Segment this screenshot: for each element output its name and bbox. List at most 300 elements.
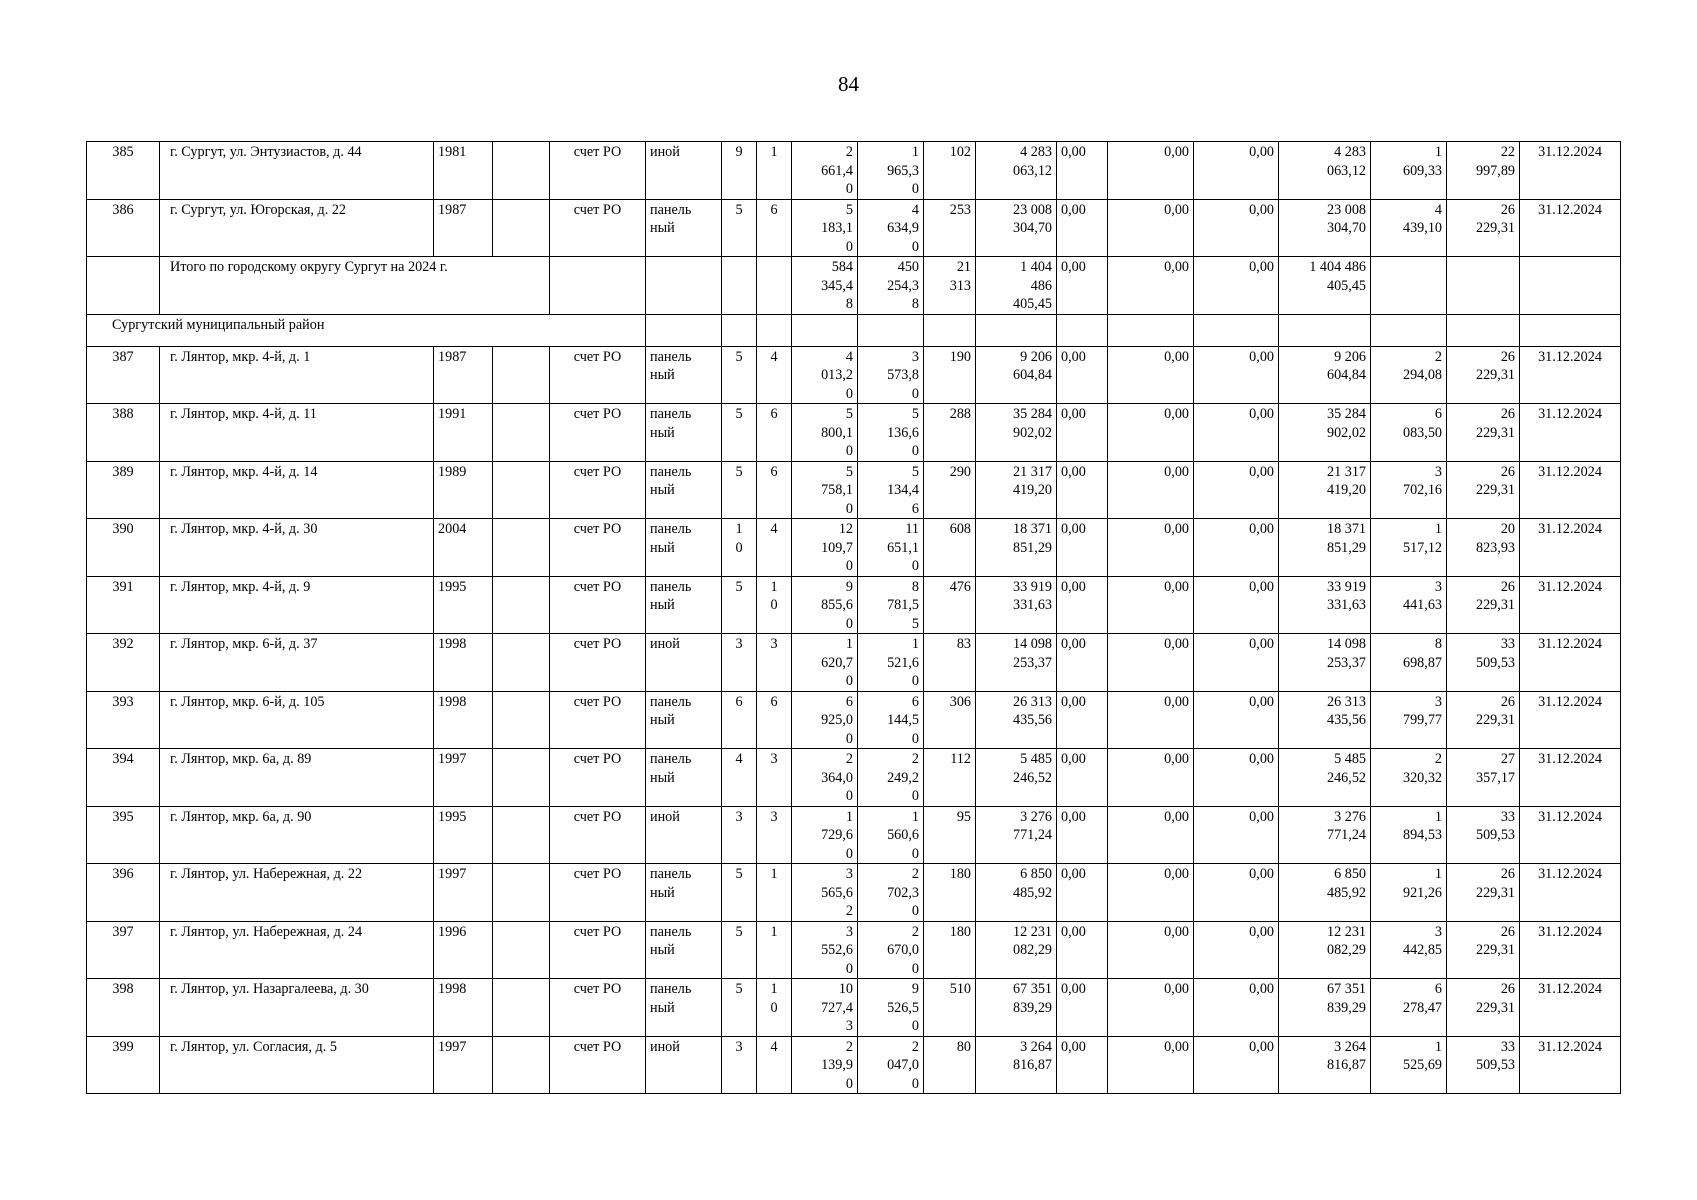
cost-per-sqm: 1 609,33 <box>1371 142 1447 200</box>
planned-date: 31.12.2024 <box>1520 979 1621 1037</box>
build-year: 1987 <box>434 346 493 404</box>
cost-per-sqm: 4 439,10 <box>1371 199 1447 257</box>
table-row <box>87 461 1621 519</box>
planned-date: 31.12.2024 <box>1520 199 1621 257</box>
cost-total: 5 485 246,52 <box>976 749 1057 807</box>
total-c2: 0,00 <box>1108 257 1194 315</box>
fund-method: счет РО <box>550 519 646 577</box>
build-year: 1995 <box>434 576 493 634</box>
cost-municipal: 0,00 <box>1194 1036 1279 1094</box>
row-number: 399 <box>87 1036 160 1094</box>
cost-per-sqm: 1 517,12 <box>1371 519 1447 577</box>
fund-method: счет РО <box>550 749 646 807</box>
entrances: 6 <box>757 404 792 462</box>
table-row <box>87 921 1621 979</box>
row-number: 393 <box>87 691 160 749</box>
area-total: 5 183,1 0 <box>792 199 858 257</box>
cost-regional: 0,00 <box>1108 461 1194 519</box>
fund-method: счет РО <box>550 979 646 1037</box>
total-area-total: 584 345,4 8 <box>792 257 858 315</box>
cost-regional: 0,00 <box>1108 749 1194 807</box>
address: г. Лянтор, ул. Согласия, д. 5 <box>160 1036 434 1094</box>
fund-method: счет РО <box>550 404 646 462</box>
floors: 5 <box>722 346 757 404</box>
build-year: 1989 <box>434 461 493 519</box>
area-living: 2 047,0 0 <box>858 1036 924 1094</box>
fund-method: счет РО <box>550 199 646 257</box>
entrances: 1 0 <box>757 979 792 1037</box>
table-row <box>87 864 1621 922</box>
total-cost-owners: 1 404 486 405,45 <box>1279 257 1371 315</box>
district-row <box>87 314 1621 346</box>
row-number: 394 <box>87 749 160 807</box>
table-row <box>87 691 1621 749</box>
cost-owners: 21 317 419,20 <box>1279 461 1371 519</box>
wall-material: панель ный <box>646 576 722 634</box>
fund-method: счет РО <box>550 576 646 634</box>
row-number: 387 <box>87 346 160 404</box>
cost-regional: 0,00 <box>1108 199 1194 257</box>
blank-col <box>493 806 550 864</box>
area-living: 6 144,5 0 <box>858 691 924 749</box>
address: г. Лянтор, мкр. 4-й, д. 1 <box>160 346 434 404</box>
address: г. Лянтор, мкр. 6-й, д. 105 <box>160 691 434 749</box>
wall-material: панель ный <box>646 979 722 1037</box>
address: г. Лянтор, ул. Назаргалеева, д. 30 <box>160 979 434 1037</box>
planned-date: 31.12.2024 <box>1520 1036 1621 1094</box>
area-living: 5 136,6 0 <box>858 404 924 462</box>
cost-federal: 0,00 <box>1057 691 1108 749</box>
planned-date: 31.12.2024 <box>1520 142 1621 200</box>
area-total: 6 925,0 0 <box>792 691 858 749</box>
entrances: 6 <box>757 199 792 257</box>
cost-municipal: 0,00 <box>1194 634 1279 692</box>
cost-regional: 0,00 <box>1108 346 1194 404</box>
address: г. Лянтор, мкр. 4-й, д. 14 <box>160 461 434 519</box>
wall-material: панель ный <box>646 519 722 577</box>
total-cost: 1 404 486 405,45 <box>976 257 1057 315</box>
area-total: 10 727,4 3 <box>792 979 858 1037</box>
cost-limit: 26 229,31 <box>1447 404 1520 462</box>
blank-col <box>493 634 550 692</box>
floors: 4 <box>722 749 757 807</box>
residents: 510 <box>924 979 976 1037</box>
cost-owners: 6 850 485,92 <box>1279 864 1371 922</box>
address: г. Лянтор, ул. Набережная, д. 22 <box>160 864 434 922</box>
planned-date: 31.12.2024 <box>1520 806 1621 864</box>
cost-limit: 26 229,31 <box>1447 576 1520 634</box>
blank-col <box>493 864 550 922</box>
cost-limit: 26 229,31 <box>1447 979 1520 1037</box>
build-year: 1981 <box>434 142 493 200</box>
planned-date: 31.12.2024 <box>1520 461 1621 519</box>
blank-col <box>493 979 550 1037</box>
area-total: 3 565,6 2 <box>792 864 858 922</box>
cost-total: 35 284 902,02 <box>976 404 1057 462</box>
row-number: 391 <box>87 576 160 634</box>
fund-method: счет РО <box>550 461 646 519</box>
blank-col <box>493 691 550 749</box>
area-total: 12 109,7 0 <box>792 519 858 577</box>
residents: 290 <box>924 461 976 519</box>
cost-owners: 33 919 331,63 <box>1279 576 1371 634</box>
cost-total: 26 313 435,56 <box>976 691 1057 749</box>
entrances: 4 <box>757 346 792 404</box>
cost-owners: 14 098 253,37 <box>1279 634 1371 692</box>
wall-material: панель ный <box>646 461 722 519</box>
floors: 9 <box>722 142 757 200</box>
total-label: Итого по городскому округу Сургут на 2024 г. <box>160 257 550 315</box>
build-year: 1997 <box>434 1036 493 1094</box>
cost-owners: 26 313 435,56 <box>1279 691 1371 749</box>
residents: 608 <box>924 519 976 577</box>
row-number: 390 <box>87 519 160 577</box>
cost-total: 23 008 304,70 <box>976 199 1057 257</box>
cost-limit: 26 229,31 <box>1447 921 1520 979</box>
blank-col <box>493 519 550 577</box>
table-row <box>87 346 1621 404</box>
row-number: 395 <box>87 806 160 864</box>
cost-limit: 26 229,31 <box>1447 864 1520 922</box>
row-number: 389 <box>87 461 160 519</box>
fund-method: счет РО <box>550 806 646 864</box>
blank-col <box>493 749 550 807</box>
cost-total: 12 231 082,29 <box>976 921 1057 979</box>
residents: 253 <box>924 199 976 257</box>
address: г. Лянтор, мкр. 6а, д. 90 <box>160 806 434 864</box>
entrances: 3 <box>757 634 792 692</box>
entrances: 1 <box>757 921 792 979</box>
area-living: 1 521,6 0 <box>858 634 924 692</box>
area-living: 5 134,4 6 <box>858 461 924 519</box>
entrances: 3 <box>757 806 792 864</box>
floors: 3 <box>722 634 757 692</box>
address: г. Лянтор, мкр. 4-й, д. 9 <box>160 576 434 634</box>
floors: 5 <box>722 199 757 257</box>
cost-federal: 0,00 <box>1057 199 1108 257</box>
residents: 288 <box>924 404 976 462</box>
cost-per-sqm: 6 278,47 <box>1371 979 1447 1037</box>
table-row <box>87 519 1621 577</box>
cost-per-sqm: 1 921,26 <box>1371 864 1447 922</box>
build-year: 1997 <box>434 864 493 922</box>
entrances: 1 <box>757 864 792 922</box>
row-number: 385 <box>87 142 160 200</box>
floors: 5 <box>722 921 757 979</box>
address: г. Сургут, ул. Энтузиастов, д. 44 <box>160 142 434 200</box>
cost-federal: 0,00 <box>1057 404 1108 462</box>
floors: 5 <box>722 864 757 922</box>
wall-material: иной <box>646 142 722 200</box>
build-year: 2004 <box>434 519 493 577</box>
cost-municipal: 0,00 <box>1194 199 1279 257</box>
area-total: 5 800,1 0 <box>792 404 858 462</box>
cost-federal: 0,00 <box>1057 921 1108 979</box>
build-year: 1997 <box>434 749 493 807</box>
cost-per-sqm: 6 083,50 <box>1371 404 1447 462</box>
cost-limit: 33 509,53 <box>1447 1036 1520 1094</box>
area-living: 1 965,3 0 <box>858 142 924 200</box>
cost-regional: 0,00 <box>1108 806 1194 864</box>
cost-limit: 26 229,31 <box>1447 461 1520 519</box>
floors: 5 <box>722 576 757 634</box>
entrances: 4 <box>757 1036 792 1094</box>
table-row <box>87 749 1621 807</box>
floors: 5 <box>722 979 757 1037</box>
residents: 306 <box>924 691 976 749</box>
area-living: 2 670,0 0 <box>858 921 924 979</box>
cost-per-sqm: 3 441,63 <box>1371 576 1447 634</box>
area-total: 5 758,1 0 <box>792 461 858 519</box>
district-name: Сургутский муниципальный район <box>87 314 646 346</box>
address: г. Лянтор, мкр. 4-й, д. 30 <box>160 519 434 577</box>
cost-federal: 0,00 <box>1057 1036 1108 1094</box>
area-total: 2 364,0 0 <box>792 749 858 807</box>
cost-municipal: 0,00 <box>1194 979 1279 1037</box>
planned-date: 31.12.2024 <box>1520 691 1621 749</box>
area-total: 9 855,6 0 <box>792 576 858 634</box>
cost-per-sqm: 1 894,53 <box>1371 806 1447 864</box>
planned-date: 31.12.2024 <box>1520 404 1621 462</box>
floors: 3 <box>722 1036 757 1094</box>
planned-date: 31.12.2024 <box>1520 346 1621 404</box>
fund-method: счет РО <box>550 346 646 404</box>
residents: 95 <box>924 806 976 864</box>
build-year: 1998 <box>434 979 493 1037</box>
cost-federal: 0,00 <box>1057 519 1108 577</box>
cost-total: 6 850 485,92 <box>976 864 1057 922</box>
floors: 3 <box>722 806 757 864</box>
address: г. Лянтор, ул. Набережная, д. 24 <box>160 921 434 979</box>
wall-material: иной <box>646 1036 722 1094</box>
cost-federal: 0,00 <box>1057 806 1108 864</box>
area-living: 1 560,6 0 <box>858 806 924 864</box>
cost-limit: 33 509,53 <box>1447 806 1520 864</box>
cost-regional: 0,00 <box>1108 576 1194 634</box>
cost-limit: 33 509,53 <box>1447 634 1520 692</box>
build-year: 1996 <box>434 921 493 979</box>
table-row <box>87 576 1621 634</box>
cost-limit: 26 229,31 <box>1447 346 1520 404</box>
cost-owners: 4 283 063,12 <box>1279 142 1371 200</box>
area-total: 1 729,6 0 <box>792 806 858 864</box>
residents: 112 <box>924 749 976 807</box>
cost-municipal: 0,00 <box>1194 691 1279 749</box>
total-residents: 21 313 <box>924 257 976 315</box>
table-row <box>87 142 1621 200</box>
cost-federal: 0,00 <box>1057 749 1108 807</box>
row-number: 386 <box>87 199 160 257</box>
cost-total: 33 919 331,63 <box>976 576 1057 634</box>
cost-limit: 26 229,31 <box>1447 199 1520 257</box>
wall-material: иной <box>646 634 722 692</box>
cost-regional: 0,00 <box>1108 634 1194 692</box>
blank-col <box>493 921 550 979</box>
blank-col <box>493 346 550 404</box>
cost-owners: 12 231 082,29 <box>1279 921 1371 979</box>
cost-owners: 3 264 816,87 <box>1279 1036 1371 1094</box>
build-year: 1995 <box>434 806 493 864</box>
entrances: 4 <box>757 519 792 577</box>
address: г. Лянтор, мкр. 6а, д. 89 <box>160 749 434 807</box>
residents: 83 <box>924 634 976 692</box>
row-number: 396 <box>87 864 160 922</box>
build-year: 1991 <box>434 404 493 462</box>
area-living: 2 702,3 0 <box>858 864 924 922</box>
planned-date: 31.12.2024 <box>1520 749 1621 807</box>
floors: 6 <box>722 691 757 749</box>
row-number: 392 <box>87 634 160 692</box>
fund-method: счет РО <box>550 864 646 922</box>
cost-municipal: 0,00 <box>1194 749 1279 807</box>
cost-per-sqm: 2 320,32 <box>1371 749 1447 807</box>
cost-regional: 0,00 <box>1108 142 1194 200</box>
table-row <box>87 404 1621 462</box>
entrances: 6 <box>757 461 792 519</box>
blank-col <box>493 1036 550 1094</box>
table-row <box>87 199 1621 257</box>
cost-federal: 0,00 <box>1057 142 1108 200</box>
cost-regional: 0,00 <box>1108 1036 1194 1094</box>
cost-per-sqm: 8 698,87 <box>1371 634 1447 692</box>
fund-method: счет РО <box>550 691 646 749</box>
floors: 5 <box>722 461 757 519</box>
residents: 180 <box>924 864 976 922</box>
floors: 5 <box>722 404 757 462</box>
area-total: 3 552,6 0 <box>792 921 858 979</box>
area-living: 9 526,5 0 <box>858 979 924 1037</box>
cost-regional: 0,00 <box>1108 864 1194 922</box>
row-number: 397 <box>87 921 160 979</box>
wall-material: панель ный <box>646 921 722 979</box>
cost-municipal: 0,00 <box>1194 576 1279 634</box>
cost-municipal: 0,00 <box>1194 519 1279 577</box>
cost-regional: 0,00 <box>1108 519 1194 577</box>
cost-per-sqm: 3 799,77 <box>1371 691 1447 749</box>
area-total: 4 013,2 0 <box>792 346 858 404</box>
wall-material: панель ный <box>646 199 722 257</box>
cost-regional: 0,00 <box>1108 979 1194 1037</box>
cost-limit: 22 997,89 <box>1447 142 1520 200</box>
cost-owners: 35 284 902,02 <box>1279 404 1371 462</box>
wall-material: панель ный <box>646 346 722 404</box>
table-row <box>87 806 1621 864</box>
cost-regional: 0,00 <box>1108 921 1194 979</box>
row-number: 398 <box>87 979 160 1037</box>
cost-total: 18 371 851,29 <box>976 519 1057 577</box>
area-living: 2 249,2 0 <box>858 749 924 807</box>
cost-federal: 0,00 <box>1057 576 1108 634</box>
cost-federal: 0,00 <box>1057 634 1108 692</box>
total-row <box>87 257 1621 315</box>
cost-total: 9 206 604,84 <box>976 346 1057 404</box>
repair-program-table <box>86 141 1621 1094</box>
fund-method: счет РО <box>550 1036 646 1094</box>
cost-total: 14 098 253,37 <box>976 634 1057 692</box>
planned-date: 31.12.2024 <box>1520 921 1621 979</box>
cost-municipal: 0,00 <box>1194 346 1279 404</box>
fund-method: счет РО <box>550 142 646 200</box>
wall-material: иной <box>646 806 722 864</box>
cost-owners: 3 276 771,24 <box>1279 806 1371 864</box>
total-c1: 0,00 <box>1057 257 1108 315</box>
page-number: 84 <box>838 72 859 96</box>
cost-total: 67 351 839,29 <box>976 979 1057 1037</box>
cost-federal: 0,00 <box>1057 864 1108 922</box>
total-c3: 0,00 <box>1194 257 1279 315</box>
blank-col <box>493 576 550 634</box>
area-living: 4 634,9 0 <box>858 199 924 257</box>
blank-col <box>493 199 550 257</box>
blank-col <box>493 142 550 200</box>
fund-method: счет РО <box>550 921 646 979</box>
entrances: 3 <box>757 749 792 807</box>
planned-date: 31.12.2024 <box>1520 576 1621 634</box>
cost-total: 4 283 063,12 <box>976 142 1057 200</box>
cost-municipal: 0,00 <box>1194 142 1279 200</box>
entrances: 6 <box>757 691 792 749</box>
build-year: 1998 <box>434 691 493 749</box>
area-total: 1 620,7 0 <box>792 634 858 692</box>
cost-municipal: 0,00 <box>1194 864 1279 922</box>
wall-material: панель ный <box>646 864 722 922</box>
address: г. Сургут, ул. Югорская, д. 22 <box>160 199 434 257</box>
cost-owners: 23 008 304,70 <box>1279 199 1371 257</box>
cost-owners: 5 485 246,52 <box>1279 749 1371 807</box>
residents: 80 <box>924 1036 976 1094</box>
cost-municipal: 0,00 <box>1194 921 1279 979</box>
cost-owners: 9 206 604,84 <box>1279 346 1371 404</box>
cost-municipal: 0,00 <box>1194 806 1279 864</box>
area-living: 11 651,1 0 <box>858 519 924 577</box>
cost-owners: 67 351 839,29 <box>1279 979 1371 1037</box>
cost-limit: 20 823,93 <box>1447 519 1520 577</box>
area-total: 2 139,9 0 <box>792 1036 858 1094</box>
fund-method: счет РО <box>550 634 646 692</box>
cost-federal: 0,00 <box>1057 346 1108 404</box>
table-row <box>87 1036 1621 1094</box>
floors: 1 0 <box>722 519 757 577</box>
wall-material: панель ный <box>646 749 722 807</box>
cost-municipal: 0,00 <box>1194 461 1279 519</box>
cost-per-sqm: 1 525,69 <box>1371 1036 1447 1094</box>
wall-material: панель ный <box>646 404 722 462</box>
planned-date: 31.12.2024 <box>1520 864 1621 922</box>
wall-material: панель ный <box>646 691 722 749</box>
area-living: 8 781,5 5 <box>858 576 924 634</box>
cost-regional: 0,00 <box>1108 691 1194 749</box>
entrances: 1 <box>757 142 792 200</box>
cost-total: 3 276 771,24 <box>976 806 1057 864</box>
residents: 102 <box>924 142 976 200</box>
blank-col <box>493 404 550 462</box>
area-living: 3 573,8 0 <box>858 346 924 404</box>
table-row <box>87 634 1621 692</box>
cost-limit: 27 357,17 <box>1447 749 1520 807</box>
address: г. Лянтор, мкр. 6-й, д. 37 <box>160 634 434 692</box>
residents: 476 <box>924 576 976 634</box>
cost-owners: 18 371 851,29 <box>1279 519 1371 577</box>
build-year: 1987 <box>434 199 493 257</box>
cost-per-sqm: 3 442,85 <box>1371 921 1447 979</box>
build-year: 1998 <box>434 634 493 692</box>
cost-total: 21 317 419,20 <box>976 461 1057 519</box>
cost-federal: 0,00 <box>1057 979 1108 1037</box>
address: г. Лянтор, мкр. 4-й, д. 11 <box>160 404 434 462</box>
residents: 180 <box>924 921 976 979</box>
cost-limit: 26 229,31 <box>1447 691 1520 749</box>
cost-federal: 0,00 <box>1057 461 1108 519</box>
